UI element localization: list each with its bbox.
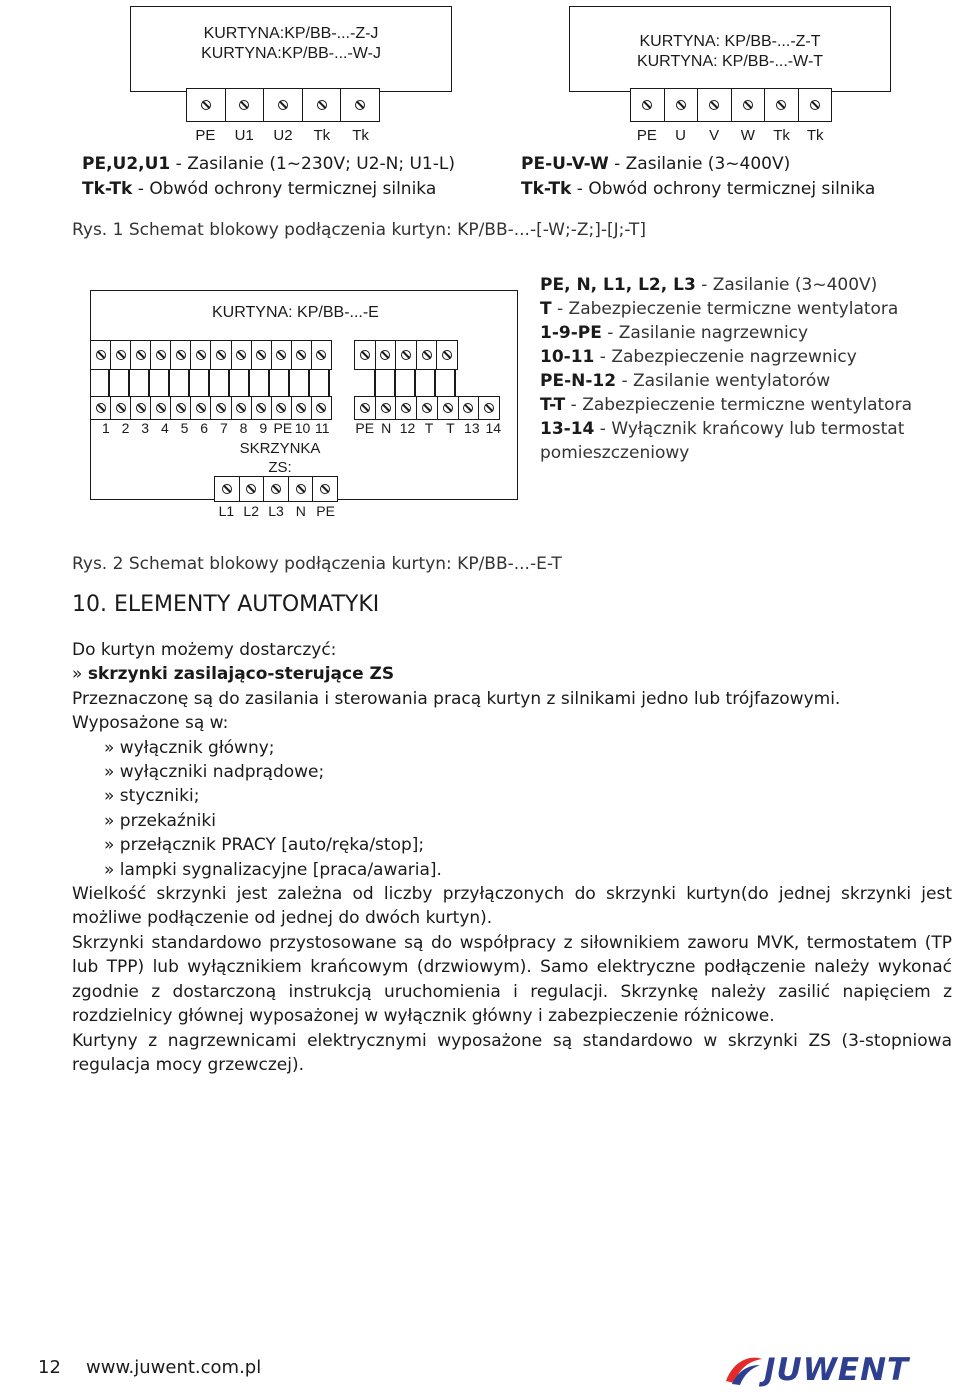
list-item: » wyłączniki nadprądowe; <box>104 762 325 783</box>
screw-icon <box>401 350 411 360</box>
terminal-cell <box>211 397 231 419</box>
screw-icon <box>316 403 326 413</box>
wire <box>374 370 376 396</box>
curtain-title-left <box>150 24 432 64</box>
figure-caption-2: Rys. 2 Schemat blokowy podłączenia kurtyn: KP/BB-...-E-T <box>72 554 562 574</box>
screw-icon <box>422 403 432 413</box>
legend-line <box>540 297 912 321</box>
terminal-cell <box>479 397 499 419</box>
screw-icon <box>239 100 249 110</box>
terminal-strip-right <box>630 88 832 122</box>
screw-icon <box>443 403 453 413</box>
list-item: » przekaźniki <box>104 810 216 831</box>
paragraph: Skrzynki standardowo przystosowane są do współpracy z siłownikiem zaworu MVK, termostatem (TP lub TPP) lub wyłącznikiem krańcowym (drzwiowym). Samo elektryczne podłączenie należy wykonać zgodnie z dostarczoną instrukcją uruchomienia i regulacji. Skrzynkę należy zasilić napięciem z rozdzielnicy głównej wyposażonej w wyłącznik główny i zabezpieczenie różnicowe. <box>72 932 952 1027</box>
terminal-label: 4 <box>160 420 169 436</box>
legend-text: - Wyłącznik krańcowy lub termostat <box>594 419 905 439</box>
terminal-labels-left <box>186 127 380 144</box>
terminal-cell <box>376 341 397 369</box>
terminal-cell <box>665 89 699 121</box>
screw-icon <box>96 403 106 413</box>
terminal-cell <box>438 397 459 419</box>
legend-text: - Zasilanie wentylatorów <box>616 371 831 391</box>
terminal-label: L1 <box>218 503 235 519</box>
terminal-cell <box>131 397 151 419</box>
legend-key: 10-11 <box>540 347 595 367</box>
intro-text: Do kurtyn możemy dostarczyć: <box>72 640 337 660</box>
screw-icon <box>216 350 226 360</box>
screw-icon <box>317 100 327 110</box>
terminal-cell <box>631 89 665 121</box>
terminal-label: W <box>740 127 755 144</box>
terminal-cell <box>312 341 331 369</box>
screw-icon <box>136 350 146 360</box>
screw-icon <box>116 350 126 360</box>
screw-icon <box>484 403 494 413</box>
list-item: » przełącznik PRACY [auto/ręka/stop]; <box>104 835 425 856</box>
screw-icon <box>256 350 266 360</box>
legend-line <box>540 393 912 417</box>
terminal-label: 14 <box>485 420 502 436</box>
terminal-label: Tk <box>313 127 331 144</box>
screw-icon <box>676 100 686 110</box>
terminal-cell <box>289 477 314 501</box>
legend-text: - Zabezpieczenie termiczne wentylatora <box>551 299 899 319</box>
terminal-label: 12 <box>399 420 416 436</box>
terminal-cell <box>437 341 457 369</box>
wire <box>394 370 396 396</box>
terminal-label: 3 <box>141 420 150 436</box>
screw-icon <box>296 350 306 360</box>
terminal-cell <box>151 397 171 419</box>
desc-text: - Zasilanie (1~230V; U2-N; U1-L) <box>170 154 455 174</box>
terminal-cell <box>111 397 131 419</box>
terminal-cell <box>171 341 191 369</box>
desc-bold: Tk-Tk <box>82 179 133 199</box>
page-number: 12 <box>38 1357 61 1378</box>
terminal-cell <box>232 397 252 419</box>
terminal-cell <box>312 397 331 419</box>
wire <box>434 370 436 396</box>
curtain-terminal-strip-b <box>354 340 458 370</box>
terminal-cell <box>765 89 799 121</box>
screw-icon <box>196 403 206 413</box>
wire <box>228 370 230 396</box>
terminal-labels-right <box>630 127 832 144</box>
screw-icon <box>196 350 206 360</box>
terminal-cell <box>171 397 191 419</box>
supply-terminal-labels <box>214 503 338 519</box>
logo-text: JUWENT <box>764 1352 910 1388</box>
screw-icon <box>96 350 106 360</box>
paragraph: Wielkość skrzynki jest zależna od liczby przyłączonych do skrzynki kurtyn(do jednej skrzynki jest możliwe podłączenie od jednej do dwóch kurtyn). <box>72 884 952 929</box>
screw-icon <box>276 350 286 360</box>
terminal-cell <box>187 89 226 121</box>
wire <box>288 370 290 396</box>
terminal-label: 2 <box>121 420 130 436</box>
list-item: » styczniki; <box>104 786 200 807</box>
terminal-strip-left <box>186 88 380 122</box>
logo-swoosh-icon <box>722 1353 764 1387</box>
section-body <box>72 638 952 1077</box>
screw-icon <box>278 100 288 110</box>
terminal-label: 10 <box>294 420 311 436</box>
legend-key: 13-14 <box>540 419 595 439</box>
screw-icon <box>256 403 266 413</box>
wire <box>308 370 310 396</box>
legend-key: PE, N, L1, L2, L3 <box>540 275 696 295</box>
desc-text: - Obwód ochrony termicznej silnika <box>571 179 876 199</box>
screw-icon <box>176 403 186 413</box>
screw-icon <box>401 403 411 413</box>
terminal-cell <box>264 89 303 121</box>
terminal-label: 11 <box>314 420 330 436</box>
desc-bold: PE-U-V-W <box>521 154 609 174</box>
legend-key: 1-9-PE <box>540 323 602 343</box>
terminal-cell <box>355 341 376 369</box>
figure-caption-1: Rys. 1 Schemat blokowy podłączenia kurtyn: KP/BB-...-[-W;-Z;]-[J;-T] <box>72 220 646 240</box>
box-terminal-labels-b <box>354 420 504 436</box>
wire <box>128 370 130 396</box>
desc-bold: PE,U2,U1 <box>82 154 171 174</box>
terminal-label: Tk <box>806 127 824 144</box>
terminal-cell <box>211 341 231 369</box>
box-terminal-labels-a <box>96 420 332 436</box>
desc-text: - Obwód ochrony termicznej silnika <box>132 179 437 199</box>
wire <box>268 370 270 396</box>
legend-text: pomieszczeniowy <box>540 443 690 463</box>
terminal-cell <box>376 397 397 419</box>
terminal-cell <box>91 341 111 369</box>
juwent-logo <box>722 1352 909 1388</box>
terminal-cell <box>91 397 111 419</box>
terminal-cell <box>215 477 240 501</box>
list-marker: » <box>72 664 88 685</box>
legend-line <box>540 345 912 369</box>
screw-icon <box>810 100 820 110</box>
terminal-label: U <box>675 127 686 144</box>
terminal-cell <box>292 397 312 419</box>
terminal-cell <box>799 89 832 121</box>
terminal-label: L3 <box>268 503 284 519</box>
footer-url: www.juwent.com.pl <box>86 1357 262 1378</box>
wiring-description-left <box>82 152 455 202</box>
screw-icon <box>271 484 281 494</box>
curtain-title-left-1: KURTYNA:KP/BB-...-Z-J <box>203 25 379 42</box>
screw-icon <box>776 100 786 110</box>
wire <box>328 370 330 396</box>
terminal-label: 9 <box>259 420 268 436</box>
screw-icon <box>355 100 365 110</box>
terminal-cell <box>396 341 417 369</box>
desc-bold: Tk-Tk <box>521 179 572 199</box>
terminal-cell <box>226 89 265 121</box>
terminal-label: 7 <box>219 420 228 436</box>
control-box-label-1: SKRZYNKA ZS: <box>239 440 321 476</box>
terminal-label: Tk <box>773 127 790 144</box>
terminal-cell <box>240 477 265 501</box>
terminal-cell <box>191 397 211 419</box>
screw-icon <box>116 403 126 413</box>
curtain-e-title: KURTYNA: KP/BB-...-E <box>212 304 379 321</box>
legend-key: T-T <box>540 395 566 415</box>
paragraph: Przeznaczonę są do zasilania i sterowania pracą kurtyn z silnikami jedno lub trójfazowymi. <box>72 688 841 709</box>
screw-icon <box>296 484 306 494</box>
wire <box>248 370 250 396</box>
screw-icon <box>743 100 753 110</box>
screw-icon <box>380 350 390 360</box>
wire <box>454 370 456 396</box>
terminal-cell <box>292 341 312 369</box>
wiring-description-right <box>521 152 875 202</box>
screw-icon <box>381 403 391 413</box>
terminal-label: PE <box>195 127 216 144</box>
terminal-cell <box>191 341 211 369</box>
terminal-cell <box>131 341 151 369</box>
box-terminal-strip-b <box>354 396 500 420</box>
screw-icon <box>442 350 452 360</box>
bold-list-item <box>72 662 952 686</box>
terminal-cell <box>417 397 438 419</box>
paragraph: Wyposażone są w: <box>72 713 229 734</box>
terminal-label: T <box>424 420 434 436</box>
box-terminal-strip-a <box>90 396 332 420</box>
legend-line <box>540 369 912 393</box>
legend-text: - Zabezpieczenie termiczne wentylatora <box>565 395 912 415</box>
screw-icon <box>320 484 330 494</box>
desc-text: - Zasilanie (3~400V) <box>608 154 791 174</box>
legend-line <box>540 321 912 345</box>
terminal-cell <box>341 89 379 121</box>
terminal-cell <box>303 89 342 121</box>
screw-icon <box>176 350 186 360</box>
terminal-label: 1 <box>101 420 110 436</box>
screw-icon <box>236 350 246 360</box>
terminal-label: 13 <box>464 420 480 436</box>
list-item: » wyłącznik główny; <box>104 737 275 758</box>
terminal-cell <box>252 341 272 369</box>
terminal-label: PE <box>636 127 657 144</box>
terminal-cell <box>417 341 438 369</box>
bold-item-text: skrzynki zasilająco-sterujące ZS <box>87 664 395 685</box>
terminal-label: N <box>381 420 392 436</box>
terminal-label: U1 <box>234 127 254 144</box>
screw-icon <box>156 350 166 360</box>
curtain-terminal-strip-a <box>90 340 332 370</box>
screw-icon <box>276 403 286 413</box>
curtain-title-right <box>589 32 871 72</box>
terminal-cell <box>698 89 732 121</box>
terminal-label: N <box>295 503 306 519</box>
terminal-label: V <box>709 127 720 144</box>
screw-icon <box>360 403 370 413</box>
screw-icon <box>463 403 473 413</box>
terminal-cell <box>459 397 480 419</box>
terminal-cell <box>272 341 292 369</box>
legend-line <box>540 417 912 441</box>
screw-icon <box>246 484 256 494</box>
terminal-label: PE <box>273 420 293 436</box>
screw-icon <box>216 403 226 413</box>
terminal-cell <box>355 397 376 419</box>
terminal-cell <box>396 397 417 419</box>
curtain-title-right-2: KURTYNA: KP/BB-...-W-T <box>636 53 824 70</box>
screw-icon <box>642 100 652 110</box>
screw-icon <box>422 350 432 360</box>
wire <box>108 370 110 396</box>
legend-text: - Zabezpieczenie nagrzewnicy <box>594 347 857 367</box>
legend-line <box>540 441 912 465</box>
screw-icon <box>156 403 166 413</box>
terminal-label: T <box>446 420 455 436</box>
screw-icon <box>360 350 370 360</box>
legend-key: T <box>540 299 552 319</box>
screw-icon <box>222 484 232 494</box>
terminal-cell <box>272 397 292 419</box>
wire <box>168 370 170 396</box>
terminal-cell <box>232 341 252 369</box>
section-heading: 10. ELEMENTY AUTOMATYKI <box>72 592 380 617</box>
terminal-cell <box>732 89 766 121</box>
terminal-cell <box>111 341 131 369</box>
wire <box>414 370 416 396</box>
terminal-cell <box>313 477 337 501</box>
terminal-label: PE <box>355 420 375 436</box>
wire <box>188 370 190 396</box>
list-item: » lampki sygnalizacyjne [praca/awaria]. <box>104 859 442 880</box>
paragraph: Kurtyny z nagrzewnicami elektrycznymi wyposażone są standardowo w skrzynki ZS (3-stopniowa regulacja mocy grzewczej). <box>72 1030 952 1075</box>
terminal-cell <box>264 477 289 501</box>
legend-text: - Zasilanie nagrzewnicy <box>601 323 809 343</box>
terminal-label: 6 <box>200 420 209 436</box>
legend-text: - Zasilanie (3~400V) <box>695 275 878 295</box>
terminal-label: 5 <box>180 420 189 436</box>
terminal-label: 8 <box>239 420 248 436</box>
terminal-label: Tk <box>352 127 369 144</box>
terminal-label: PE <box>316 503 335 519</box>
wire <box>208 370 210 396</box>
terminal-label: U2 <box>273 127 293 144</box>
screw-icon <box>136 403 146 413</box>
screw-icon <box>201 100 211 110</box>
screw-icon <box>316 350 326 360</box>
terminal-label: L2 <box>243 503 259 519</box>
screw-icon <box>296 403 306 413</box>
supply-terminal-strip <box>214 476 338 502</box>
curtain-title-left-2: KURTYNA:KP/BB-...-W-J <box>201 45 381 62</box>
screw-icon <box>709 100 719 110</box>
screw-icon <box>236 403 246 413</box>
curtain-title-right-1: KURTYNA: KP/BB-...-Z-T <box>639 33 821 50</box>
legend-key: PE-N-12 <box>540 371 617 391</box>
terminal-cell <box>151 341 171 369</box>
wire <box>148 370 150 396</box>
wiring-legend <box>540 273 912 465</box>
terminal-cell <box>252 397 272 419</box>
legend-line <box>540 273 912 297</box>
